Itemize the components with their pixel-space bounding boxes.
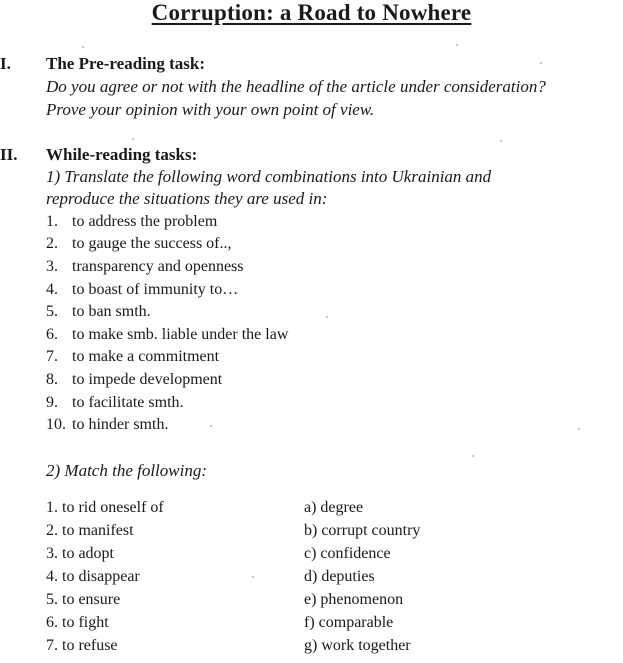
scan-speck bbox=[326, 316, 328, 318]
list-item bbox=[46, 256, 244, 278]
list-item bbox=[46, 301, 151, 323]
list-item-number: 7. bbox=[46, 348, 58, 365]
list-item-text: to ban smth. bbox=[72, 303, 151, 320]
section-1-number: I. bbox=[0, 54, 11, 73]
scan-speck bbox=[82, 46, 84, 48]
list-item-text: to make a commitment bbox=[72, 348, 220, 365]
match-right-item: a) degree bbox=[304, 499, 364, 516]
match-left-item: 3. to adopt bbox=[46, 545, 114, 562]
list-item-text: to address the problem bbox=[72, 213, 218, 230]
match-left-item: 2. to manifest bbox=[46, 522, 134, 539]
scan-speck bbox=[540, 62, 542, 64]
list-item-text: to gauge the success of.., bbox=[72, 235, 232, 252]
scan-speck bbox=[456, 44, 458, 46]
list-item-number: 9. bbox=[46, 394, 58, 411]
match-right-item: c) confidence bbox=[304, 545, 391, 562]
task-1-line: 1) Translate the following word combinations into Ukrainian and bbox=[46, 167, 492, 186]
list-item bbox=[46, 279, 238, 301]
task-2-heading: 2) Match the following: bbox=[46, 461, 208, 480]
scan-speck bbox=[132, 138, 134, 140]
match-left-item: 1. to rid oneself of bbox=[46, 499, 164, 516]
list-item bbox=[46, 211, 217, 233]
list-item-text: to hinder smth. bbox=[72, 416, 169, 433]
section-1-line: Do you agree or not with the headline of the article under consideration? bbox=[46, 77, 546, 96]
match-right-item: d) deputies bbox=[304, 568, 375, 585]
section-1-line: Prove your opinion with your own point of view. bbox=[46, 100, 375, 119]
list-item-number: 10. bbox=[46, 416, 66, 433]
list-item-text: to impede development bbox=[72, 371, 223, 388]
list-item-number: 1. bbox=[46, 213, 58, 230]
section-2-number: II. bbox=[0, 145, 18, 164]
match-right-item: g) work together bbox=[304, 637, 411, 654]
page-title: Corruption: a Road to Nowhere bbox=[151, 0, 472, 25]
list-item-text: to facilitate smth. bbox=[72, 394, 184, 411]
scan-speck bbox=[210, 425, 212, 427]
scan-speck bbox=[472, 455, 474, 457]
list-item-text: to make smb. liable under the law bbox=[72, 326, 289, 343]
match-right-item: e) phenomenon bbox=[304, 591, 404, 608]
match-left-item: 5. to ensure bbox=[46, 591, 121, 608]
list-item bbox=[46, 369, 222, 391]
match-left-item: 7. to refuse bbox=[46, 637, 118, 654]
list-item-number: 8. bbox=[46, 371, 58, 388]
task-1-line: reproduce the situations they are used in: bbox=[46, 189, 328, 208]
list-item-text: transparency and openness bbox=[72, 258, 244, 275]
match-right-item: f) comparable bbox=[304, 614, 394, 631]
list-item bbox=[46, 346, 219, 368]
list-item bbox=[46, 233, 232, 255]
scan-speck bbox=[578, 428, 580, 430]
scan-speck bbox=[252, 576, 254, 578]
list-item-text: to boast of immunity to… bbox=[72, 281, 239, 298]
list-item-number: 5. bbox=[46, 303, 58, 320]
list-item bbox=[46, 414, 168, 436]
list-item-number: 3. bbox=[46, 258, 58, 275]
match-left-item: 4. to disappear bbox=[46, 568, 140, 585]
match-left-item: 6. to fight bbox=[46, 614, 109, 631]
section-2-heading: While-reading tasks: bbox=[46, 145, 198, 164]
list-item bbox=[46, 324, 288, 346]
scan-speck bbox=[500, 140, 502, 142]
list-item-number: 2. bbox=[46, 235, 58, 252]
match-right-item: b) corrupt country bbox=[304, 522, 421, 539]
list-item-number: 6. bbox=[46, 326, 58, 343]
list-item-number: 4. bbox=[46, 281, 58, 298]
list-item bbox=[46, 392, 184, 414]
section-1-heading: The Pre-reading task: bbox=[46, 54, 205, 73]
